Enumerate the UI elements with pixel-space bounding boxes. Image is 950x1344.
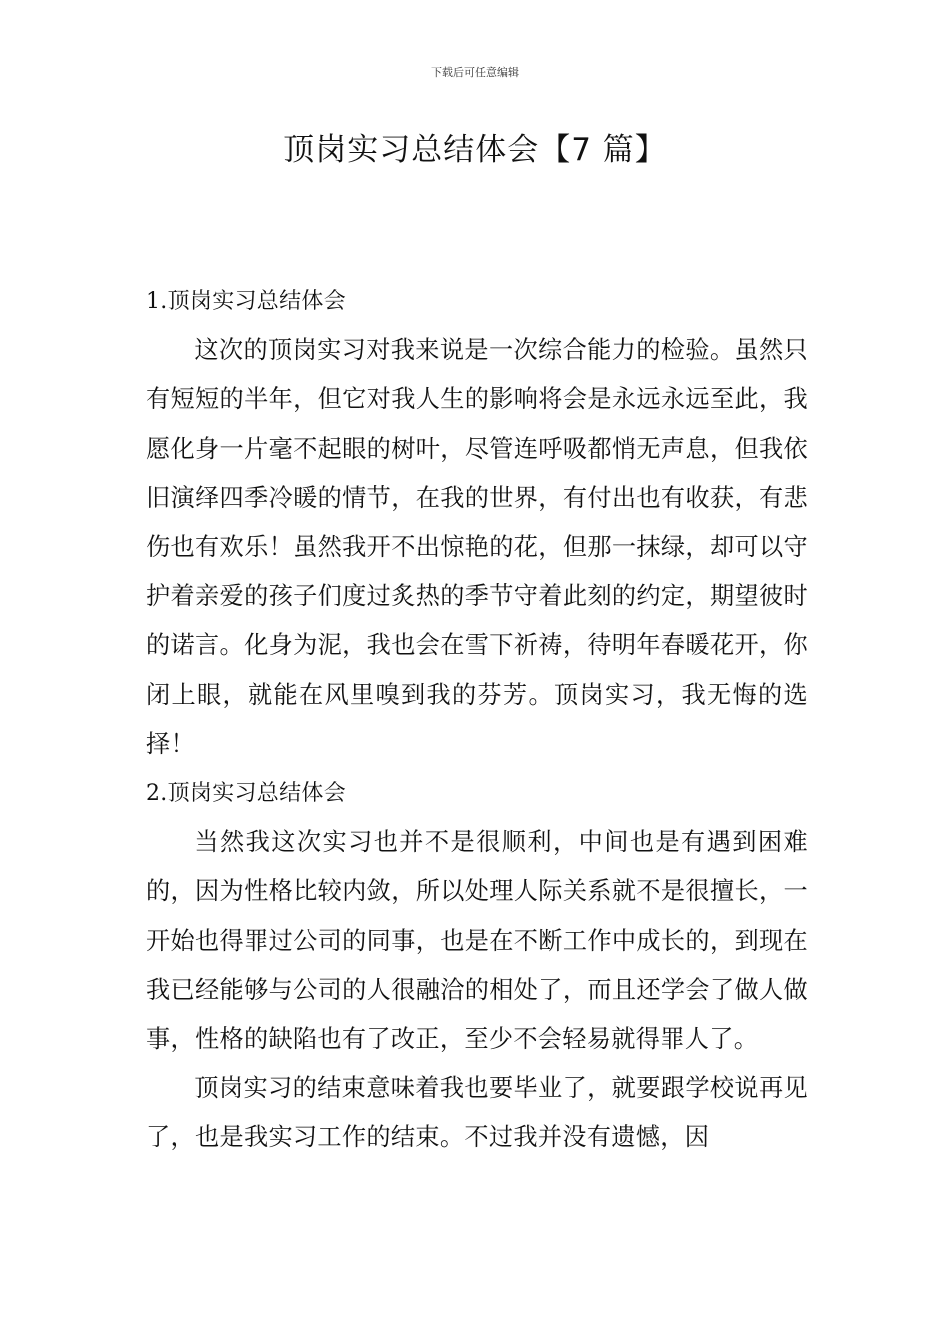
paragraph: 这次的顶岗实习对我来说是一次综合能力的检验。虽然只有短短的半年，但它对我人生的影响将会是永远永远至此，我愿化身一片毫不起眼的树叶，尽管连呼吸都悄无声息，但我依旧演绎四季冷暖的情节，在我的世界，有付出也有收获，有悲伤也有欢乐！虽然我开不出惊艳的花，但那一抹绿，却可以守护着亲爱的孩子们度过炙热的季节守着此刻的约定，期望彼时的诺言。化身为泥，我也会在雪下祈祷，待明年春暖花开，你闭上眼，就能在风里嗅到我的芬芳。顶岗实习，我无悔的选择！: [146, 336, 808, 758]
header-note: 下载后可任意编辑: [431, 66, 519, 79]
document-title: 顶岗实习总结体会【7 篇】: [283, 132, 667, 168]
section-heading: 1.顶岗实习总结体会: [146, 289, 346, 314]
section-2: [146, 769, 808, 1163]
paragraph: 顶岗实习的结束意味着我也要毕业了，就要跟学校说再见了，也是我实习工作的结束。不过我并没有遗憾，因: [146, 1074, 808, 1152]
section-1: [146, 277, 808, 769]
section-heading: 2.顶岗实习总结体会: [146, 781, 346, 807]
paragraph: 当然我这次实习也并不是很顺利，中间也是有遇到困难的，因为性格比较内敛，所以处理人际关系就不是很擅长，一开始也得罪过公司的同事，也是在不断工作中成长的，到现在我已经能够与公司的人很融洽的相处了，而且还学会了做人做事，性格的缺陷也有了改正，至少不会轻易就得罪人了。: [146, 828, 808, 1054]
document-body: [146, 277, 808, 1163]
